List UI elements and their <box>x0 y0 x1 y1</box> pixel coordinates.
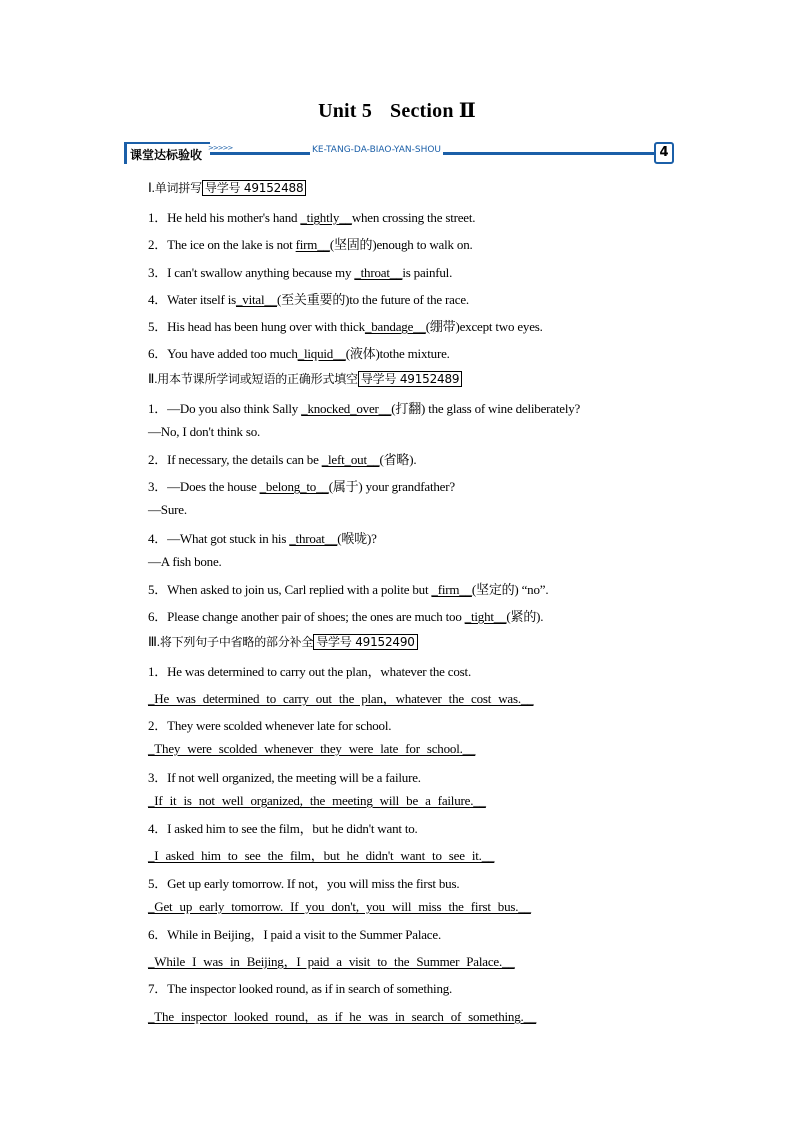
section-banner <box>124 138 674 168</box>
part3-question: 2．They were scolded whenever late for school. <box>148 718 392 733</box>
page-title <box>0 98 794 123</box>
part3-answer: _If it is not well organized, the meeting will be a failure.__ <box>148 793 486 808</box>
part1-heading: Ⅰ.单词拼写 导学号 49152488 <box>148 179 306 196</box>
part2-line: 6．Please change another pair of shoes; the ones are much too _tight__(紧的). <box>148 609 544 624</box>
part1-item: 5．His head has been hung over with thick_bandage__(绷带)except two eyes. <box>148 319 543 334</box>
title-unit: Unit 5 <box>318 100 373 122</box>
part3-question: 7．The inspector looked round, as if in search of something. <box>148 981 453 996</box>
part2-line: —A fish bone. <box>148 554 222 569</box>
part2-code: 导学号 49152489 <box>358 371 463 387</box>
part2-line: 4．—What got stuck in his _throat__(喉咙)? <box>148 531 377 546</box>
part1-item: 6．You have added too much_liquid__(液体)tothe mixture. <box>148 346 450 361</box>
part3-question: 5．Get up early tomorrow. If not，you will miss the first bus. <box>148 876 460 891</box>
banner-label: 课堂达标验收 <box>124 142 210 164</box>
part2-line: 1．—Do you also think Sally _knocked_over__(打翻) the glass of wine deliberately? <box>148 401 581 416</box>
title-section: Section Ⅱ <box>390 100 476 122</box>
part3-question: 4．I asked him to see the film，but he didn't want to. <box>148 821 418 836</box>
part2-line: 5．When asked to join us, Carl replied with a polite but _firm__(坚定的) “no”. <box>148 582 549 597</box>
part1-item: 2．The ice on the lake is not firm__(坚固的)enough to walk on. <box>148 237 473 252</box>
part3-question: 6．While in Beijing，I paid a visit to the Summer Palace. <box>148 927 441 942</box>
banner-arrows: >>>>> <box>208 144 233 152</box>
part3-answer: _The inspector looked round，as if he was in search of something.__ <box>148 1009 537 1024</box>
part3-heading: Ⅲ.将下列句子中省略的部分补全 导学号 49152490 <box>148 633 418 650</box>
part3-answer: _While I was in Beijing，I paid a visit to the Summer Palace.__ <box>148 954 515 969</box>
part1-item: 3．I can't swallow anything because my _throat__is painful. <box>148 265 453 280</box>
part1-item: 4．Water itself is_vital__(至关重要的)to the future of the race. <box>148 292 469 307</box>
part3-answer: _They were scolded whenever they were late for school.__ <box>148 741 476 756</box>
banner-number: 4 <box>654 142 674 164</box>
part3-answer: _Get up early tomorrow. If you don't, you will miss the first bus.__ <box>148 899 531 914</box>
part3-code: 导学号 49152490 <box>313 634 418 650</box>
part3-answer: _I asked him to see the film，but he didn't want to see it.__ <box>148 848 495 863</box>
part3-question: 3．If not well organized, the meeting will be a failure. <box>148 770 421 785</box>
part3-question: 1．He was determined to carry out the plan，whatever the cost. <box>148 664 471 679</box>
banner-pinyin: KE-TANG-DA-BIAO-YAN-SHOU <box>312 145 442 155</box>
part1-item: 1．He held his mother's hand _tightly__when crossing the street. <box>148 210 476 225</box>
part2-line: 3．—Does the house _belong_to__(属于) your grandfather? <box>148 479 455 494</box>
part2-heading: Ⅱ.用本节课所学词或短语的正确形式填空 导学号 49152489 <box>148 370 462 387</box>
part1-code: 导学号 49152488 <box>202 180 307 196</box>
part3-answer: _He was determined to carry out the plan，whatever the cost was.__ <box>148 691 534 706</box>
part2-line: —No, I don't think so. <box>148 424 261 439</box>
part2-line: —Sure. <box>148 502 187 517</box>
part2-line: 2．If necessary, the details can be _left_out__(省略). <box>148 452 417 467</box>
